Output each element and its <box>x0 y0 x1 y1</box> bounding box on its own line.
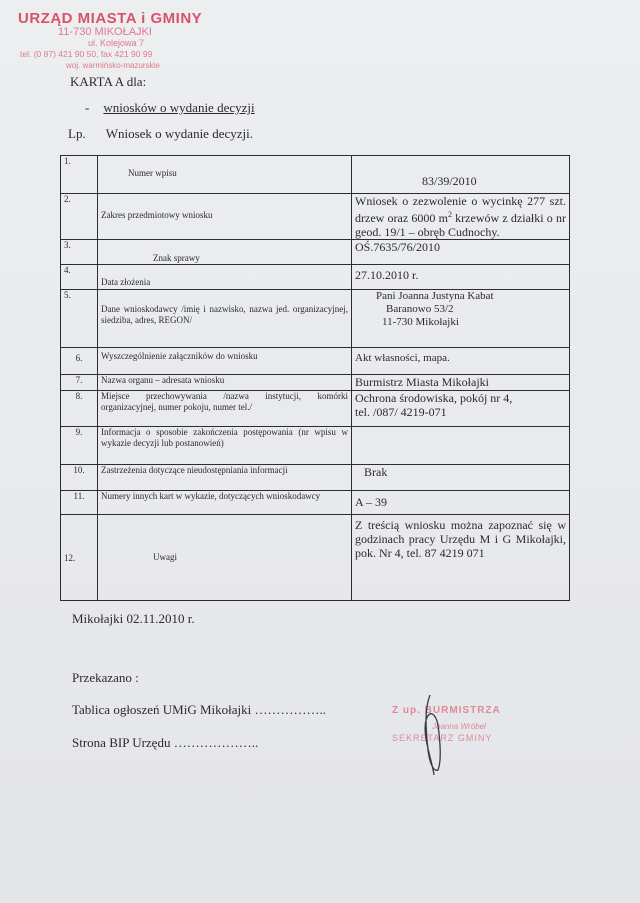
table-row <box>61 156 570 194</box>
sig-stamp-line1: Z up. BURMISTRZA <box>392 705 501 716</box>
table-row <box>61 240 570 265</box>
stamp-postcode: 11-730 MIKOŁAJKI <box>58 26 152 38</box>
row-label: Zastrzeżenia dotyczące nieudostępniania informacji <box>98 465 352 491</box>
row-value: A – 39 <box>352 491 570 515</box>
row-label: Dane wnioskodawcy /imię i nazwisko, nazwa jed. organizacyjnej, siedziba, adres, REGON/ <box>98 290 352 348</box>
row-value: 83/39/2010 <box>352 156 570 194</box>
row-number: 2. <box>61 194 98 240</box>
row-number: 3. <box>61 240 98 265</box>
row-value-superscript: 2 <box>447 210 452 219</box>
stamp-street: ul. Kolejowa 7 <box>88 38 145 48</box>
registry-table <box>60 155 570 601</box>
applicant-city: 11-730 Mikołajki <box>382 316 459 328</box>
table-row <box>61 465 570 491</box>
row-label: Znak sprawy <box>98 240 352 265</box>
storage-phone: tel. /087/ 4219-071 <box>355 405 447 419</box>
row-number: 11. <box>61 491 98 515</box>
row-value <box>352 194 570 240</box>
sig-stamp-line3: SEKRETARZ GMINY <box>392 733 493 743</box>
sig-stamp-line2: Joanna Wróbel <box>432 722 486 731</box>
table-row <box>61 491 570 515</box>
row-number: 8. <box>61 391 98 427</box>
stamp-title: URZĄD MIASTA i GMINY <box>18 10 203 27</box>
card-subject-text: wniosków o wydanie decyzji <box>103 100 255 115</box>
row-label: Nazwa organu – adresata wniosku <box>98 375 352 391</box>
row-number: 4. <box>61 265 98 290</box>
forwarded-label: Przekazano : <box>72 670 139 685</box>
issue-date: Mikołajki 02.11.2010 r. <box>72 611 195 626</box>
row-number: 5. <box>61 290 98 348</box>
row-value: 27.10.2010 r. <box>352 265 570 290</box>
row-value <box>352 427 570 465</box>
row-label: Informacja o sposobie zakończenia postępowania (nr wpisu w wykazie decyzji lub postanowień) <box>98 427 352 465</box>
row-value: Z treścią wniosku można zapoznać się w godzinach pracy Urzędu M i G Mikołajki, pok. Nr 4, tel. 87 4219 071 <box>352 515 570 601</box>
lp-heading <box>68 126 253 142</box>
stamp-region: woj. warmińsko-mazurskie <box>66 61 160 70</box>
row-label: Zakres przedmiotowy wniosku <box>98 194 352 240</box>
row-value <box>352 290 570 348</box>
office-stamp <box>18 10 218 71</box>
storage-location: Ochrona środowiska, pokój nr 4, <box>355 391 513 405</box>
row-value <box>352 391 570 427</box>
table-row <box>61 348 570 375</box>
table-row <box>61 375 570 391</box>
row-label: Numery innych kart w wykazie, dotyczących wnioskodawcy <box>98 491 352 515</box>
table-row <box>61 194 570 240</box>
applicant-address: Baranowo 53/2 <box>386 303 454 315</box>
row-value: OŚ.7635/76/2010 <box>352 240 570 265</box>
row-label: Uwagi <box>98 515 352 601</box>
table-row <box>61 265 570 290</box>
row-value-part-b: krzewów z działki o nr geod. 19/1 – obręb Cudnochy. <box>355 211 566 239</box>
row-value: Akt własności, mapa. <box>352 348 570 375</box>
table-row <box>61 427 570 465</box>
row-number: 10. <box>61 465 98 491</box>
bullet-dash: - <box>85 100 90 115</box>
row-number: 7. <box>61 375 98 391</box>
lp-label: Lp. <box>68 126 86 141</box>
row-label: Numer wpisu <box>98 156 352 194</box>
row-label: Data złożenia <box>98 265 352 290</box>
card-subject <box>85 100 255 116</box>
stamp-phone: tel. (0 87) 421 90 50, fax 421 90 99 <box>20 49 153 59</box>
row-value: Burmistrz Miasta Mikołajki <box>352 375 570 391</box>
row-number: 1. <box>61 156 98 194</box>
table-row <box>61 391 570 427</box>
row-label: Wyszczególnienie załączników do wniosku <box>98 348 352 375</box>
row-value: Brak <box>352 465 570 491</box>
row-label: Miejsce przechowywania /nazwa instytucji, komórki organizacyjnej, numer pokoju, numer tel./ <box>98 391 352 427</box>
bip-page-line: Strona BIP Urzędu ……………….. <box>72 735 259 750</box>
notice-board-line: Tablica ogłoszeń UMiG Mikołajki …………….. <box>72 702 327 717</box>
table-row <box>61 290 570 348</box>
lp-text: Wniosek o wydanie decyzji. <box>105 126 253 141</box>
handwritten-signature <box>400 690 460 780</box>
row-value-part-a: Wniosek o zezwolenie o wycinkę 277 szt. drzew oraz 6000 m <box>355 194 566 225</box>
row-number: 9. <box>61 427 98 465</box>
row-number: 6. <box>61 348 98 375</box>
table-row <box>61 515 570 601</box>
card-title: KARTA A dla: <box>70 74 147 89</box>
row-number: 12. <box>61 515 98 601</box>
applicant-name: Pani Joanna Justyna Kabat <box>376 290 494 302</box>
